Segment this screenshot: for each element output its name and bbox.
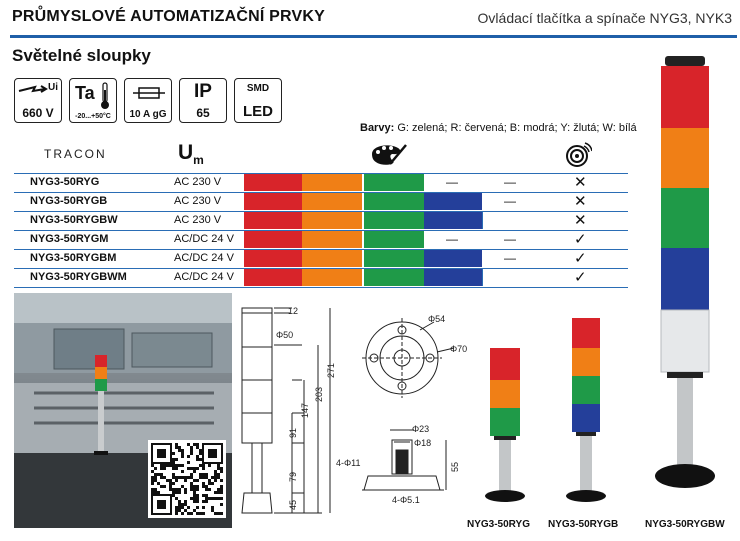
header-divider [10,35,737,38]
buzzer-icon [566,142,592,168]
color-cell-blue [424,212,482,229]
color-cell-green [364,212,424,229]
table-row [14,173,628,192]
color-legend [360,122,637,134]
color-cell-green [364,250,424,267]
color-cell-empty: — [504,232,516,246]
ip-value: 65 [196,106,210,120]
color-cell-orange [302,193,362,210]
dim-phi50: Φ50 [276,330,294,340]
model-name: NYG3-50RYGBW [30,214,118,226]
color-cell-empty: — [504,194,516,208]
tall-model-image [655,56,715,506]
cross-icon: ✕ [574,193,587,210]
check-icon: ✓ [574,269,587,286]
product-photo [14,293,232,528]
qr-code [148,440,226,518]
color-cell-red [244,231,304,248]
color-cell-green [364,174,424,191]
dim-79: 79 [288,471,298,482]
legend-text: G: zelená; R: červená; B: modrá; Y: žlutá; W: bílá [397,122,637,134]
dim-4phi11: 4-Φ11 [336,458,361,468]
color-cell-red [244,193,304,210]
header-title: PRŮMYSLOVÉ AUTOMATIZAČNÍ PRVKY [12,8,325,25]
color-cell-orange [302,174,362,191]
color-cell-white [482,212,540,229]
color-cell-red [244,174,304,191]
dim-4phi5: 4-Φ5.1 [392,495,420,505]
model-voltage: AC 230 V [174,195,222,207]
table-rule [14,287,628,288]
color-cell-green [364,231,424,248]
dim-phi54: Φ54 [428,314,446,324]
table-row [14,192,628,211]
dim-271: 271 [326,362,336,378]
header-subtitle: Ovládací tlačítka a spínače NYG3, NYK3 [477,10,732,26]
cross-icon: ✕ [574,212,587,229]
color-cell-red [244,250,304,267]
color-cell-empty: — [446,232,458,246]
color-cell-empty: — [504,251,516,265]
dim-12: 12 [288,306,299,316]
model-voltage: AC 230 V [174,214,222,226]
model-ryg-image [485,348,525,502]
check-icon: ✓ [574,231,587,248]
ip-icon [179,78,227,123]
ip-label: IP [194,81,212,102]
color-cell-red [244,212,304,229]
dim-phi70: Φ70 [450,344,468,354]
qr-code-image [151,443,223,515]
table-row [14,211,628,230]
dim-55: 55 [450,461,460,472]
color-cell-white [482,269,540,286]
fuse-icon [124,78,172,123]
section-title: Světelné sloupky [12,46,151,65]
dim-45: 45 [288,499,298,510]
spec-icons [14,78,282,123]
legend-label: Barvy: [360,122,395,134]
color-cell-orange [302,212,362,229]
model-name: NYG3-50RYG [30,176,100,188]
color-cell-orange [302,269,362,286]
table-row [14,230,628,249]
table-row [14,249,628,268]
dim-phi23: Φ23 [412,424,430,434]
check-icon: ✓ [574,250,587,267]
model-name: NYG3-50RYGB [30,195,108,207]
model-label-ryg: NYG3-50RYG [467,519,530,530]
color-cell-blue [424,269,482,286]
cross-icon: ✕ [574,174,587,191]
fuse-value: 10 A gG [129,109,167,120]
color-cell-orange [302,231,362,248]
model-voltage: AC 230 V [174,176,222,188]
palette-icon [368,142,408,167]
model-name: NYG3-50RYGBWM [30,271,127,283]
temperature-range: -20...+50°C [75,113,111,120]
ui-label: Ui [48,82,58,93]
model-name: NYG3-50RYGBM [30,252,117,264]
voltage-value: 660 V [22,106,54,120]
model-label-rygb: NYG3-50RYGB [548,519,619,530]
dim-91: 91 [288,427,298,438]
color-cell-green [364,193,424,210]
temperature-icon [69,78,117,123]
led-label: LED [243,103,273,120]
dim-phi18: Φ18 [414,438,432,448]
voltage-header [178,141,204,167]
color-cell-blue [424,193,482,210]
table-row [14,268,628,287]
color-cell-empty: — [504,175,516,189]
dim-203: 203 [314,386,324,402]
color-cell-blue [424,250,482,267]
model-label-rygbw: NYG3-50RYGBW [645,519,725,530]
color-cell-empty: — [446,175,458,189]
smd-led-icon [234,78,282,123]
model-voltage: AC/DC 24 V [174,252,234,264]
color-cell-green [364,269,424,286]
u-label: U [178,141,194,164]
u-subscript: m [193,153,204,168]
brand-logo: TRACON [44,147,107,161]
model-name: NYG3-50RYGM [30,233,109,245]
model-voltage: AC/DC 24 V [174,233,234,245]
color-cell-red [244,269,304,286]
voltage-icon [14,78,62,123]
ta-label: Ta [75,83,95,103]
smd-label: SMD [246,83,270,94]
fuse-symbol-icon [133,87,165,99]
thermometer-icon [100,82,110,110]
model-rygb-image [566,318,606,502]
color-cell-orange [302,250,362,267]
dim-147: 147 [300,402,310,418]
model-voltage: AC/DC 24 V [174,271,234,283]
